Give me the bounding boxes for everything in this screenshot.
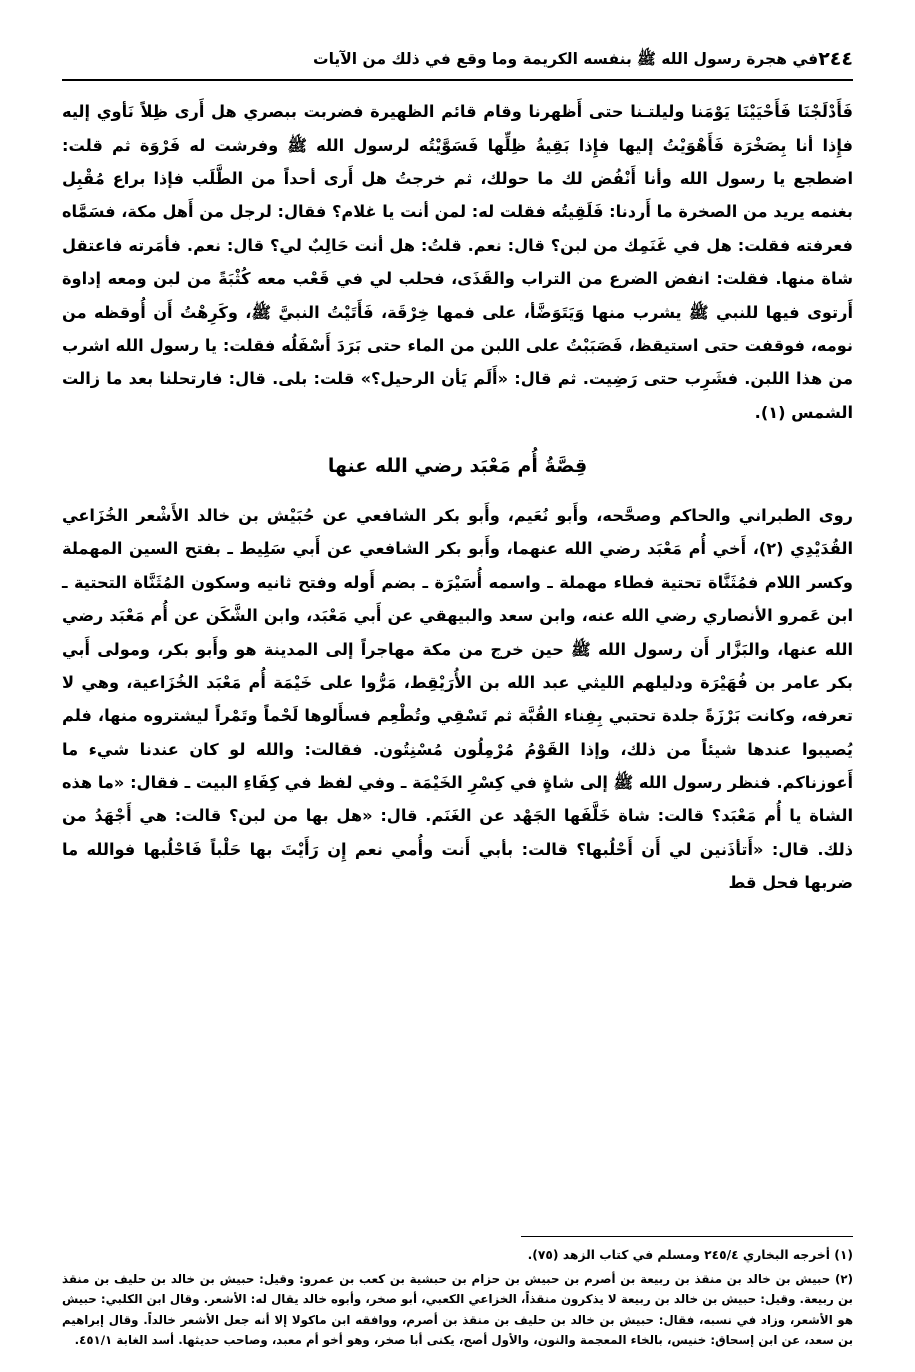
section-heading: قِصَّةُ أُم مَعْبَد رضي الله عنها	[327, 455, 588, 477]
running-header	[62, 48, 853, 77]
header-divider	[62, 79, 853, 81]
page-spacer	[62, 900, 853, 1236]
header-title: في هجرة رسول الله ﷺ بنفسه الكريمة وما وقع في ذلك من الآيات	[313, 50, 819, 68]
main-body-second	[62, 499, 853, 900]
page-number: ٢٤٤	[818, 48, 853, 71]
paragraph-hijrah-narrative: فَأَدْلَجْنَا فَأَحْيَيْنَا يَوْمَنا وليلتـنا حتى أَظهرنا وقام قائم الظهيرة فضربت ببصري هل أَرى ظِلاً نَأوي إليه فإِذا أنا بِصَخْرَة فَأَهْوَيْتُ إليها فإِذا بَقِيةُ ظِلِّها فَسَوَّيْتُه لرسول الله ﷺ وفرشت له فَرْوَة ثم قلت: اضطجع يا رسول الله وأنا أَنْفُض لك ما حولك، ثم خرجتُ هل أَرى أحداً من الطَّلَب فإذا براع مُقْبِل بغنمه يريد من الصخرة ما أَردنا: فَلَقِيتُه فقلت له: لمن أنت يا غلام؟ فقال: لرجل من أَهل مكة، فسَمَّاه فعرفته فقلت: هل في غَنَمِك من لبن؟ قال: نعم. قلتُ: هل أنت حَالِبٌ لي؟ قال: نعم. فأمَرته فاعتقل شاة منها. فقلت: انفض الضرع من التراب والقَذَى، فحلب لي في قَعْب معه كُثْبَةً من لبن ومعه إداوة أَرتوى فيها للنبي ﷺ يشرب منها وَيَتَوَضَّأ، على فمها خِرْقَة، فَأَتَيْتُ النبيَّ ﷺ، وكَرِهْتُ أَن أُوقظه من نومه، فوقفت حتى استيقظ، فَصَبَبْتُ على اللبن من الماء حتى بَرَدَ أَسْفَلُه فقلت: يا رسول الله اشرب من هذا اللبن. فشَرِب حتى رَضِيت. ثم قال: «أَلَم يَأن الرحيل؟» قلت: بلى. قال: فارتحلنا بعد ما زالت الشمس (١).	[62, 102, 853, 422]
footnote-1: (١) أخرجه البخاري ٢٤٥/٤ ومسلم في كتاب الزهد (٧٥).	[527, 1247, 853, 1262]
footnote-2: (٢) حبيش بن خالد بن منقذ بن ربيعة بن أصرم بن حبيش بن حزام بن حبشية بن كعب بن عمرو: وقيل: حبيش بن خالد بن حليف بن منقذ بن ربيعة. وقيل: حبيش بن خالد بن ربيعة لا يذكرون منقذاً، الخزاعي الكعبي، أبو صخر، وأبوه خالد يقال له: الأشعر. وقال ابن الكلبي: حبيش هو الأشعر، وزاد في نسبه، فقال: حبيش بن خالد بن حليف بن منقذ بن أصرم، ووافقه ابن ماكولا إلا أنه جعل الأشعر خالداً. وقال إبراهيم بن سعد، عن ابن إسحاق: خنيس، بالخاء المعجمة والنون، والأول أصح، يكنى أبا صخر، وهو أخو أم معبد، وصاحب حديثها. أسد الغابة ٤٥١/١.	[61, 1271, 853, 1348]
main-body	[62, 95, 853, 429]
footnotes-block	[62, 1245, 853, 1354]
footnote-divider	[521, 1236, 853, 1237]
paragraph-umm-mabad: روى الطبراني والحاكم وصحَّحه، وأَبو نُعَيم، وأَبو بكر الشافعي عن حُبَيْش بن خالد الأَشْعر الخُزَاعي القُدَيْدِي (٢)، أَخي أُم مَعْبَد رضي الله عنهما، وأَبو بكر الشافعي عن أَبي سَلِيط ـ بفتح السين المهملة وكسر اللام فمُثَنَّاة تحتية فطاء مهملة ـ واسمه أُسَيْرَة ـ بضم أَوله وفتح ثانيه وسكون المُثَنَّاة التحتية ـ ابن عَمرو الأنصاري رضي الله عنه، وابن سعد والبيهقي عن أَبي مَعْبَد، وابن الشَّكَن عن أُم مَعْبَد رضي الله عنها، والبَزَّار أَن رسول الله ﷺ حين خرج من مكة مهاجراً إلى المدينة هو وأَبو بكر، ومولى أَبي بكر عامر بن فُهَيْرَة ودليلهم الليثي عبد الله بن الأُرَيْقِط، مَرُّوا على خَيْمَة أُم مَعْبَد الخُزَاعية، وهي لا تعرفه، وكانت بَرْزَةً جلدة تحتبي بِفِناء القُبَّة ثم تَسْقِي وتُطْعِم فسأَلوها لَحْماً وتَمْراً ليشتروه منها، فلم يُصيبوا عندها شيئاً من ذلك، وإذا القَوْمُ مُرْمِلُون مُسْنِتُون. فقالت: والله لو كان عندنا شيء ما أَعوزناكم. فنظر رسول الله ﷺ إلى شاةٍ في كِسْرِ الخَيْمَة ـ وفي لفظ في كِفَاءِ البيت ـ فقال: «ما هذه الشاة يا أُم مَعْبَد؟ قالت: شاة خَلَّفَها الجَهْد عن الغَنَم. قال: «هل بها من لبن؟ قالت: هي أَجْهَدُ من ذلك. قال: «أَتأذَنين لي أَن أَحْلُبها؟ قالت: بأبي أَنت وأُمي نعم إِن رَأَيْتَ بها حَلْباً فَاحْلُبها فوالله ما ضربها فحل قط	[62, 506, 853, 893]
